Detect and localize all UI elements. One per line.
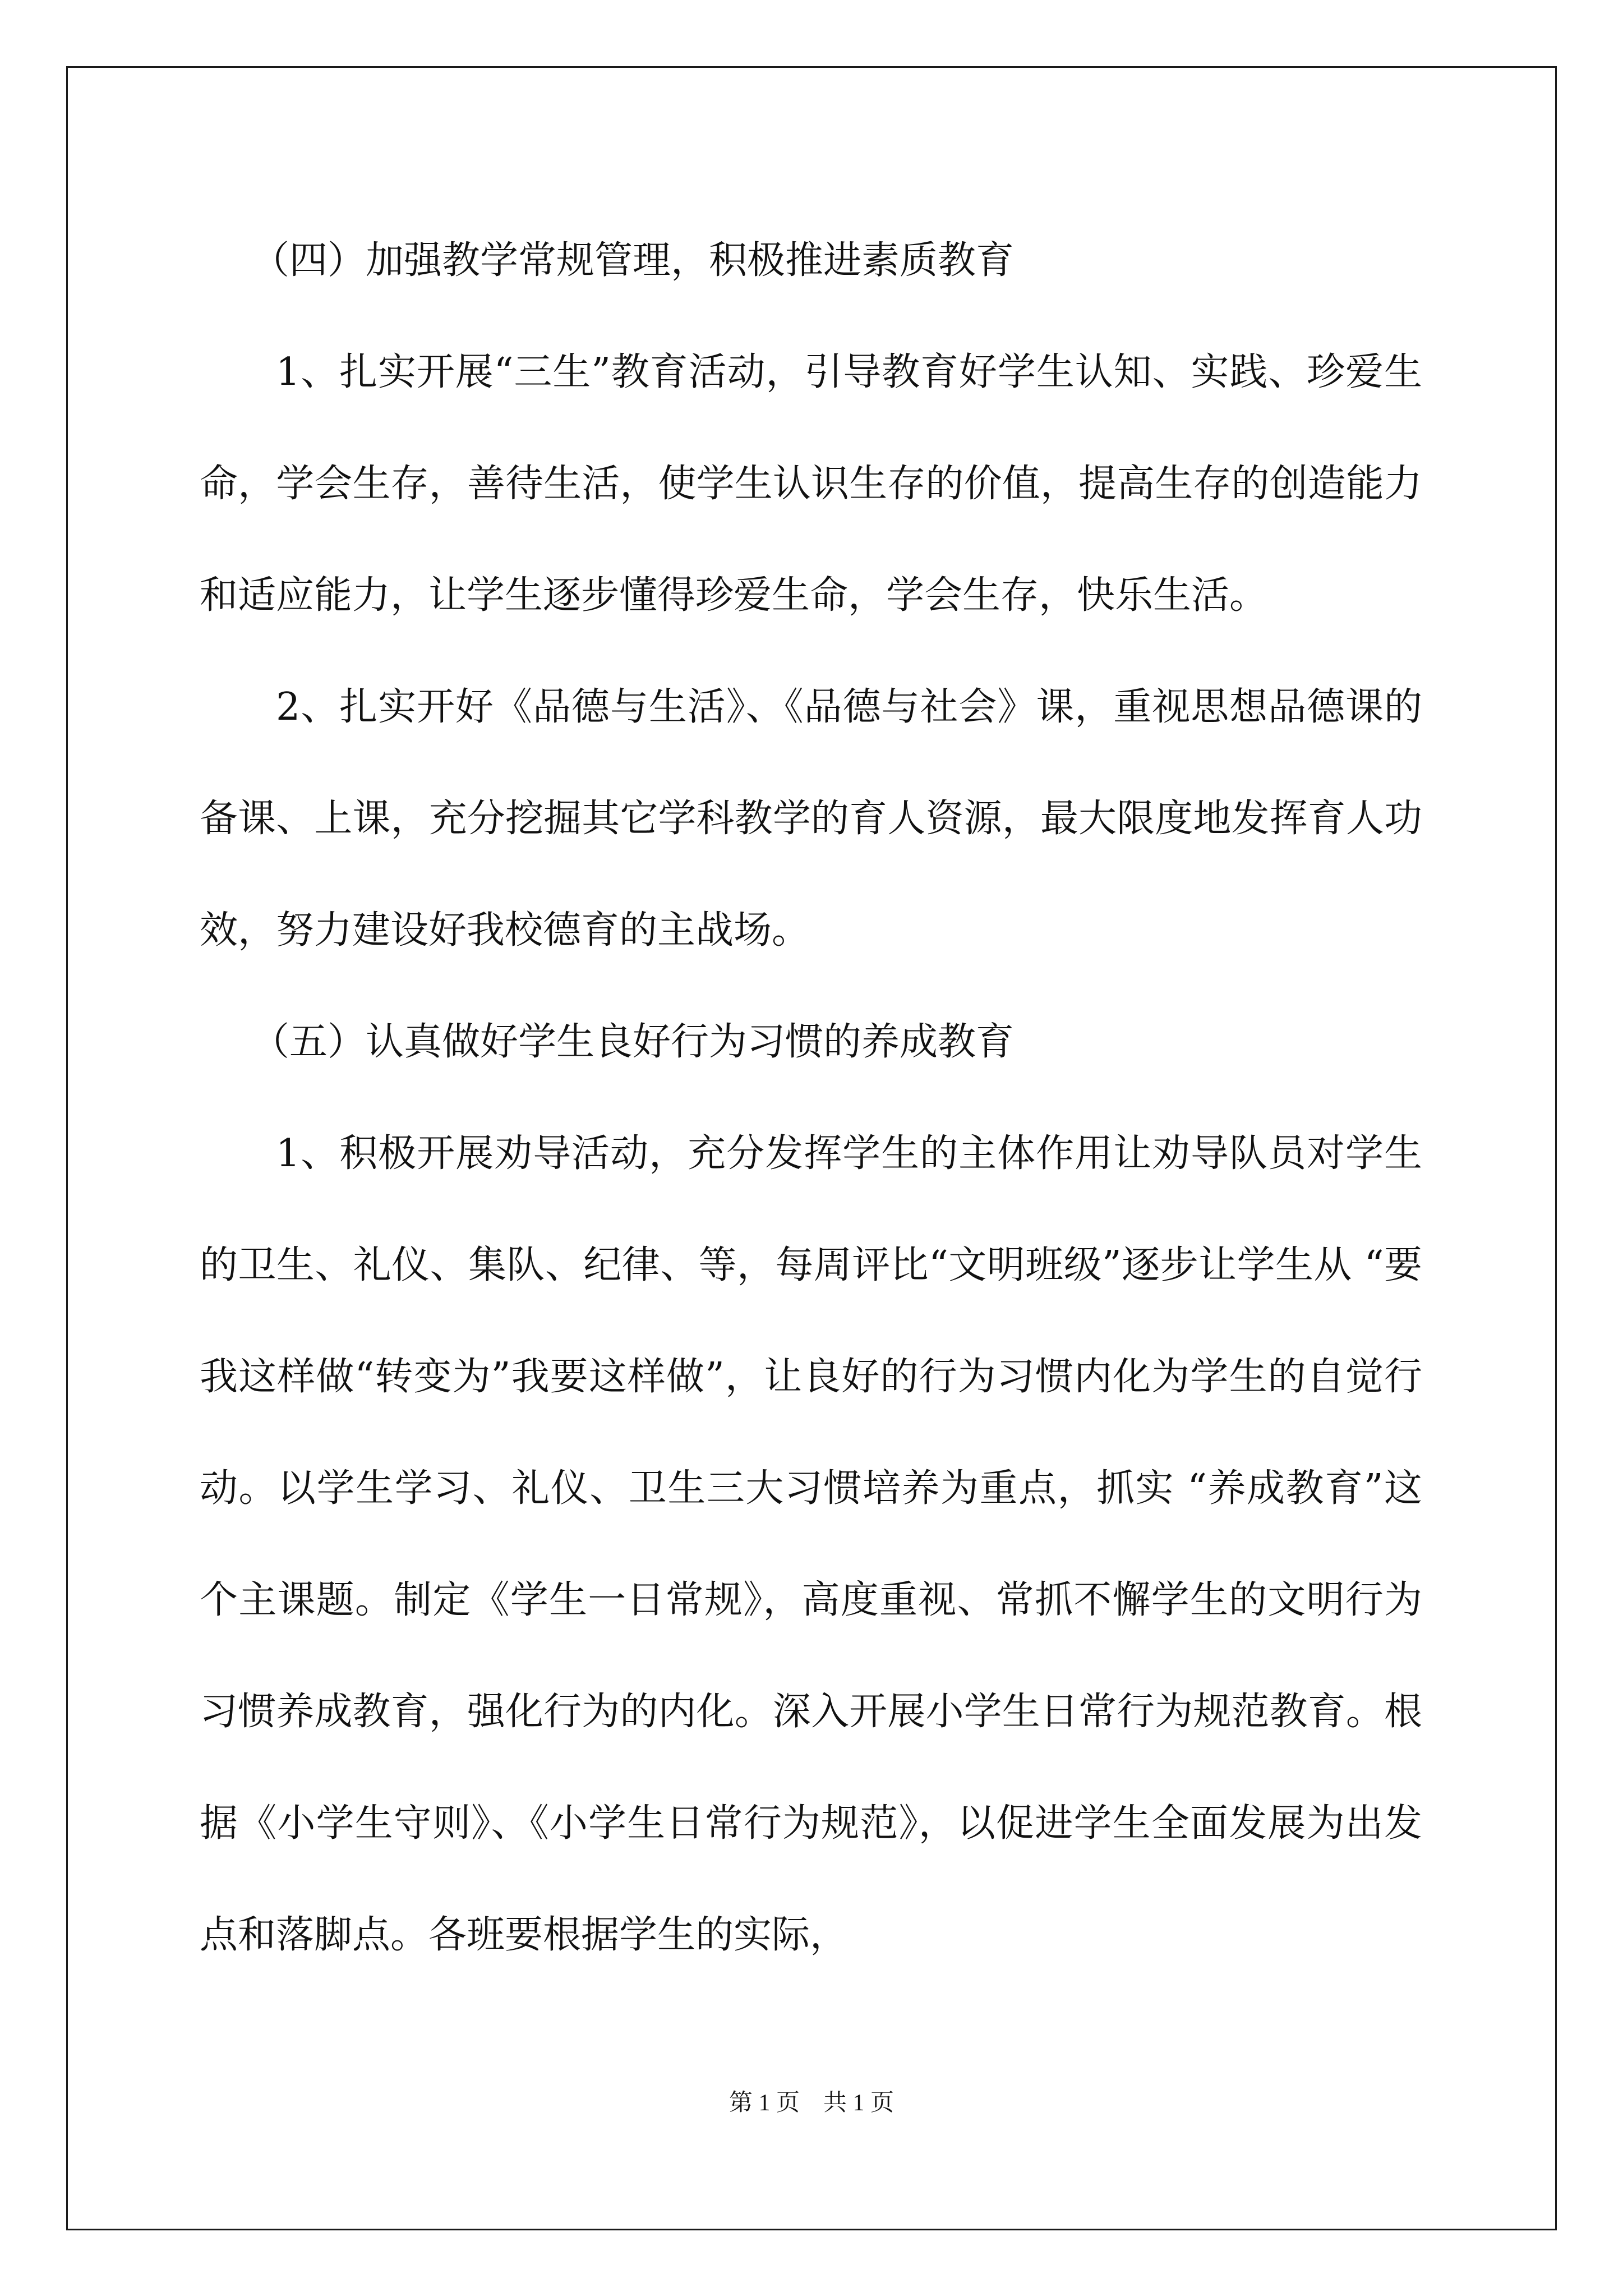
paragraph-item-1: 1、扎实开展“三生”教育活动，引导教育好学生认知、实践、珍爱生命，学会生存，善待生活，使学生认识生存的价值，提高生存的创造能力和适应能力，让学生逐步懂得珍爱生命，学会生存，快乐生活。 — [200, 350, 1422, 618]
section-heading-5: （五）认真做好学生良好行为习惯的养成教育 — [251, 1020, 1015, 1064]
paragraph-item-2: 2、扎实开好《品德与生活》、《品德与社会》课，重视思想品德课的备课、上课，充分挖掘其它学科教学的育人资源，最大限度地发挥育人功效，努力建设好我校德育的主战场。 — [200, 685, 1422, 953]
section-heading-4: （四）加强教学常规管理，积极推进素质教育 — [251, 238, 1015, 283]
page-number-footer: 第 1 页 共 1 页 — [728, 2090, 894, 2116]
paragraph-item-1-b: 1、积极开展劝导活动，充分发挥学生的主体作用让劝导队员对学生的卫生、礼仪、集队、纪律、等，每周评比“文明班级”逐步让学生从 “要我这样做“转变为”我要这样做”，让良好的行为习惯内化为学生的自觉行动。以学生学习、礼仪、卫生三大习惯培养为重点，抓实 “养成教育”这个主课题。制定《学生一日常规》，高度重视、常抓不懈学生的文明行为习惯养成教育，强化行为的内化。深入开展小学生日常行为规范教育。根据《小学生守则》、《小学生日常行为规范》，以促进学生全面发展为出发点和落脚点。各班要根据学生的实际， — [200, 1131, 1422, 1957]
document-body — [200, 205, 1422, 1991]
